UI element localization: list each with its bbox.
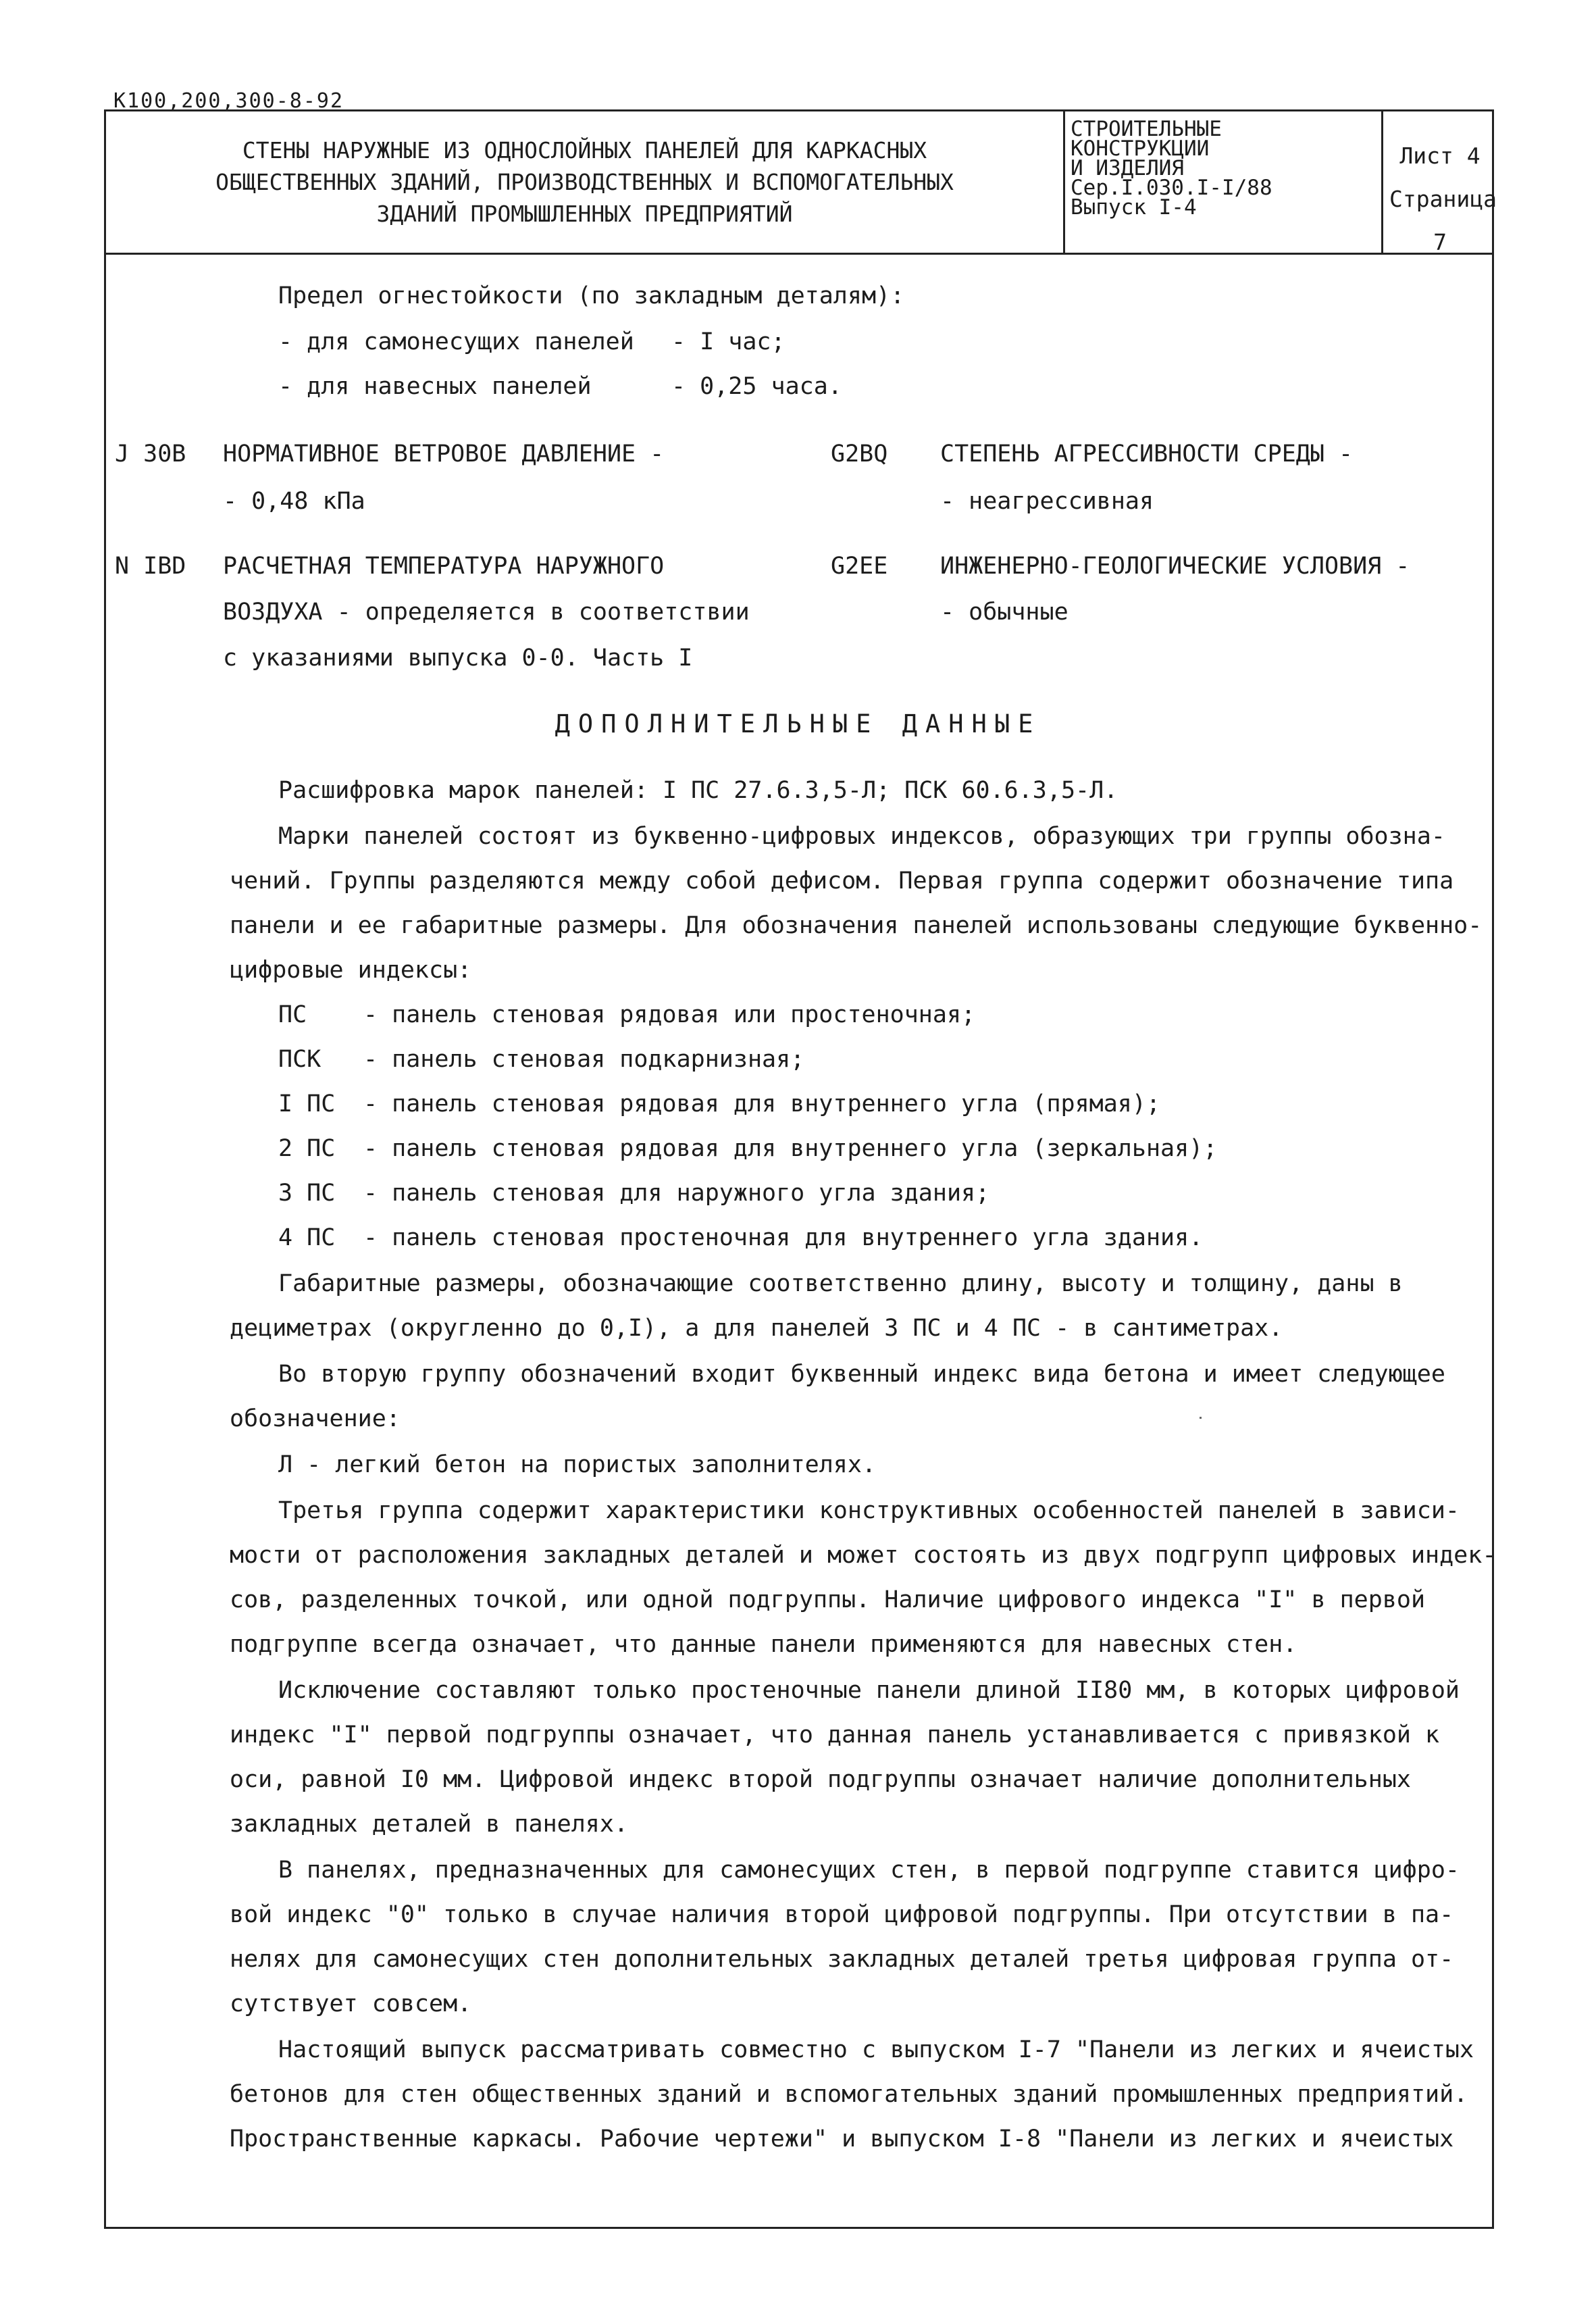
geology-value: - обычные bbox=[940, 599, 1069, 626]
legend-code: ПСК bbox=[278, 1046, 321, 1073]
paragraph-line: Марки панелей состоят из буквенно-цифровых индексов, образующих три группы обозна- bbox=[278, 823, 1445, 850]
paragraph-line: обозначение: bbox=[230, 1405, 401, 1432]
paragraph-line: закладных деталей в панелях. bbox=[230, 1811, 629, 1838]
legend-description: - панель стеновая для наружного угла здания; bbox=[363, 1180, 990, 1207]
legend-code: 4 ПС bbox=[278, 1224, 336, 1251]
title-block-divider bbox=[1063, 111, 1065, 253]
sheet-number: Лист 4 bbox=[1399, 143, 1481, 169]
title-block bbox=[106, 111, 1497, 255]
fire-resistance-title: Предел огнестойкости (по закладным деталям): bbox=[278, 282, 905, 309]
legend-description: - панель стеновая подкарнизная; bbox=[363, 1046, 805, 1073]
paragraph-line: Исключение составляют только простеночные панели длиной II80 мм, в которых цифровой bbox=[278, 1677, 1460, 1704]
paragraph-line: Настоящий выпуск рассматривать совместно с выпуском I-7 "Панели из легких и ячеистых bbox=[278, 2036, 1474, 2063]
paragraph-line: Третья группа содержит характеристики конструктивных особенностей панелей в зависи- bbox=[278, 1497, 1460, 1524]
fire-self-bearing-value: - I час; bbox=[671, 328, 786, 355]
temperature-code: N IBD bbox=[115, 553, 186, 580]
geology-code: G2EE bbox=[831, 553, 888, 580]
fire-hinged-value: - 0,25 часа. bbox=[671, 373, 842, 400]
paragraph-line: дециметрах (округленно до 0,I), а для панелей 3 ПС и 4 ПС - в сантиметрах. bbox=[230, 1315, 1283, 1342]
legend-description: - панель стеновая простеночная для внутреннего угла здания. bbox=[363, 1224, 1204, 1251]
paragraph-line: панели и ее габаритные размеры. Для обозначения панелей использованы следующие буквенно- bbox=[230, 912, 1483, 939]
paragraph-line: Пространственные каркасы. Рабочие чертежи" и выпуском I-8 "Панели из легких и ячеистых bbox=[230, 2126, 1454, 2153]
fire-hinged-label: - для навесных панелей bbox=[278, 373, 592, 400]
document-title: СТЕНЫ НАРУЖНЫЕ ИЗ ОДНОСЛОЙНЫХ ПАНЕЛЕЙ ДЛЯ КАРКАСНЫХ ОБЩЕСТВЕННЫХ ЗДАНИЙ, ПРОИЗВОДСТВЕННЫХ И ВСПОМОГАТЕЛЬНЫХ ЗДАНИЙ ПРОМЫШЛЕННЫХ ПРЕДПРИЯТИЙ bbox=[215, 137, 954, 227]
paragraph-line: сов, разделенных точкой, или одной подгруппы. Наличие цифрового индекса "I" в первой bbox=[230, 1586, 1426, 1613]
wind-title: НОРМАТИВНОЕ ВЕТРОВОЕ ДАВЛЕНИЕ - bbox=[223, 441, 665, 468]
paragraph-line: Габаритные размеры, обозначающие соответственно длину, высоту и толщину, даны в bbox=[278, 1270, 1403, 1297]
aggressiveness-value: - неагрессивная bbox=[940, 488, 1154, 515]
panel-mark-decoding: Расшифровка марок панелей: I ПС 27.6.3,5-Л; ПСК 60.6.3,5-Л. bbox=[278, 777, 1118, 804]
paragraph-line: чений. Группы разделяются между собой дефисом. Первая группа содержит обозначение типа bbox=[230, 867, 1454, 895]
concrete-definition: Л - легкий бетон на пористых заполнителях. bbox=[278, 1451, 877, 1478]
legend-code: 2 ПС bbox=[278, 1135, 336, 1162]
aggressiveness-code: G2BQ bbox=[831, 441, 888, 468]
legend-description: - панель стеновая рядовая или простеночная; bbox=[363, 1001, 976, 1028]
wind-code: J 30B bbox=[115, 441, 186, 468]
document-code: К100,200,300-8-92 bbox=[113, 89, 344, 113]
legend-code: 3 ПС bbox=[278, 1180, 336, 1207]
wind-value: - 0,48 кПа bbox=[223, 488, 365, 515]
section-heading: ДОПОЛНИТЕЛЬНЫЕ ДАННЫЕ bbox=[555, 709, 1041, 738]
legend-code: ПС bbox=[278, 1001, 307, 1028]
temperature-line-3: с указаниями выпуска 0-0. Часть I bbox=[223, 645, 693, 672]
paragraph-line: В панелях, предназначенных для самонесущих стен, в первой подгруппе ставится цифро- bbox=[278, 1857, 1460, 1884]
page-number: Страница 7 bbox=[1389, 186, 1497, 255]
paragraph-line: бетонов для стен общественных зданий и вспомогательных зданий промышленных предприятий. bbox=[230, 2081, 1468, 2108]
temperature-line-2: ВОЗДУХА - определяется в соответствии bbox=[223, 599, 750, 626]
title-block-divider bbox=[1381, 111, 1383, 253]
paragraph-line: оси, равной I0 мм. Цифровой индекс второй подгруппы означает наличие дополнительных bbox=[230, 1766, 1411, 1793]
legend-description: - панель стеновая рядовая для внутреннего угла (зеркальная); bbox=[363, 1135, 1218, 1162]
legend-description: - панель стеновая рядовая для внутреннего угла (прямая); bbox=[363, 1090, 1161, 1117]
aggressiveness-title: СТЕПЕНЬ АГРЕССИВНОСТИ СРЕДЫ - bbox=[940, 441, 1354, 468]
paragraph-line: Во вторую группу обозначений входит буквенный индекс вида бетона и имеет следующее bbox=[278, 1361, 1445, 1388]
paragraph-line: мости от расположения закладных деталей и может состоять из двух подгрупп цифровых индек- bbox=[230, 1542, 1497, 1569]
paragraph-line: индекс "I" первой подгруппы означает, что данная панель устанавливается с привязкой к bbox=[230, 1721, 1440, 1749]
sheet-info bbox=[1389, 134, 1497, 264]
fire-self-bearing-label: - для самонесущих панелей bbox=[278, 328, 634, 355]
geology-title: ИНЖЕНЕРНО-ГЕОЛОГИЧЕСКИЕ УСЛОВИЯ - bbox=[940, 553, 1410, 580]
paragraph-line: сутствует совсем. bbox=[230, 1990, 472, 2017]
series-info: СТРОИТЕЛЬНЫЕ КОНСТРУКЦИИ И ИЗДЕЛИЯ Сер.I.030.I-I/88 Выпуск I-4 bbox=[1071, 117, 1272, 220]
paragraph-line: цифровые индексы: bbox=[230, 957, 472, 984]
temperature-line-1: РАСЧЕТНАЯ ТЕМПЕРАТУРА НАРУЖНОГО bbox=[223, 553, 665, 580]
paragraph-line: нелях для самонесущих стен дополнительных закладных деталей третья цифровая группа от- bbox=[230, 1946, 1454, 1973]
paragraph-line: подгруппе всегда означает, что данные панели применяются для навесных стен. bbox=[230, 1631, 1297, 1658]
legend-code: I ПС bbox=[278, 1090, 336, 1117]
paragraph-line: вой индекс "0" только в случае наличия второй цифровой подгруппы. При отсутствии в па- bbox=[230, 1901, 1454, 1928]
scan-speck bbox=[1200, 1417, 1202, 1419]
